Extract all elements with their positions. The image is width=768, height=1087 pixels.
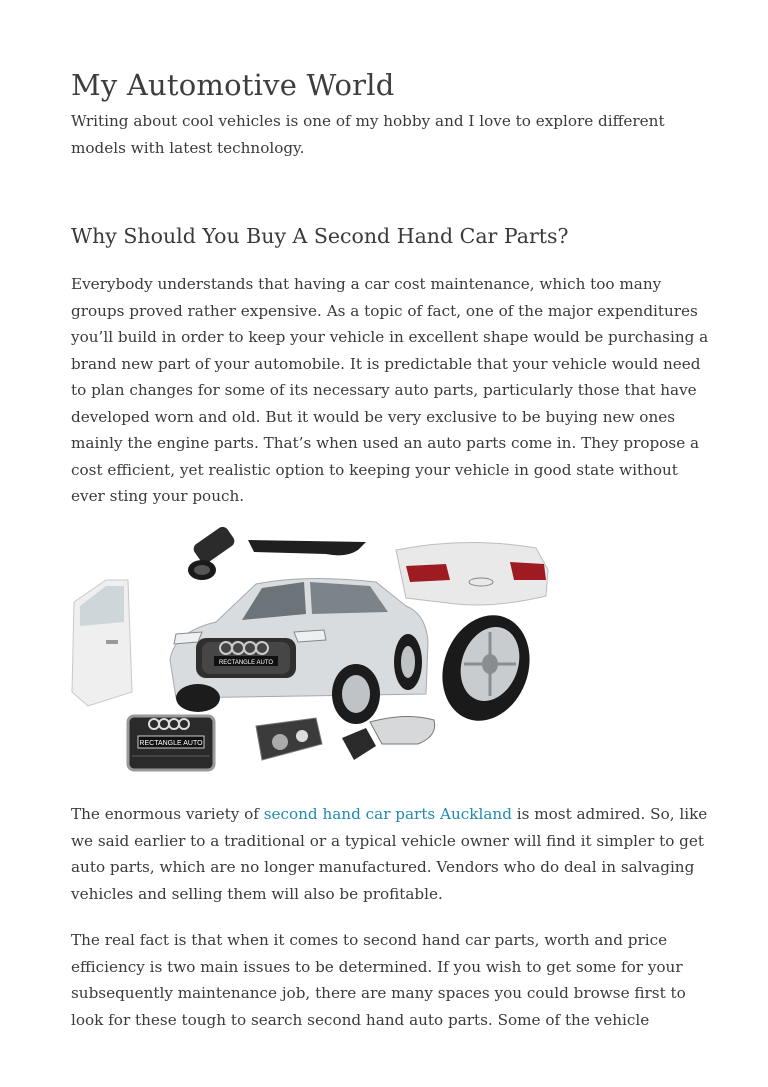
license-plate-text: RECTANGLE AUTO: [218, 660, 274, 666]
exhaust-tip-part: [188, 525, 237, 580]
car-parts-image: [66, 522, 556, 780]
headlight-part: [256, 718, 322, 760]
paragraph-2-text-start: The enormous variety of: [71, 805, 264, 823]
trunk-lid-part: [396, 542, 548, 605]
paragraph-2-text-end: is most admired. So, like we said earlier to a traditional or a typical vehicle owner will find it simpler to get auto parts, which are no longer manufactured. Vendors who do deal in salvaging vehicles and selling them will also be profitable.: [71, 805, 708, 903]
car-door-part: [72, 580, 132, 706]
car-body: [170, 578, 428, 724]
post-title[interactable]: Why Should You Buy A Second Hand Car Parts?: [71, 224, 569, 248]
site-tagline: Writing about cool vehicles is one of my hobby and I love to explore different models with latest technology.: [71, 112, 665, 157]
site-title[interactable]: My Automotive World: [71, 68, 395, 102]
post-paragraph-2: [71, 801, 711, 907]
trim-panel-part: [248, 540, 366, 555]
wheel-part: [428, 603, 544, 733]
post-paragraph-3: The real fact is that when it comes to second hand car parts, worth and price efficiency is two main issues to be determined. If you wish to get some for your subsequently maintenance job, there are many spaces you could browse first to look for these tough to search second hand auto parts. Some of the vehicle: [71, 931, 686, 1029]
grille-part: [128, 716, 214, 770]
post-paragraph-1: Everybody understands that having a car cost maintenance, which too many groups proved rather expensive. As a topic of fact, one of the major expenditures you’ll build in order to keep your vehicle in excellent shape would be purchasing a brand new part of your automobile. It is predictable that your vehicle would need to plan changes for some of its necessary auto parts, particularly those that have developed worn and old. But it would be very exclusive to be buying new ones mainly the engine parts. That’s when used an auto parts come in. They propose a cost efficient, yet realistic option to keeping your vehicle in good state without ever sting your pouch.: [71, 275, 709, 505]
second-hand-parts-link[interactable]: second hand car parts Auckland: [263, 805, 512, 823]
grille-plate-text: RECTANGLE AUTO: [139, 740, 203, 747]
